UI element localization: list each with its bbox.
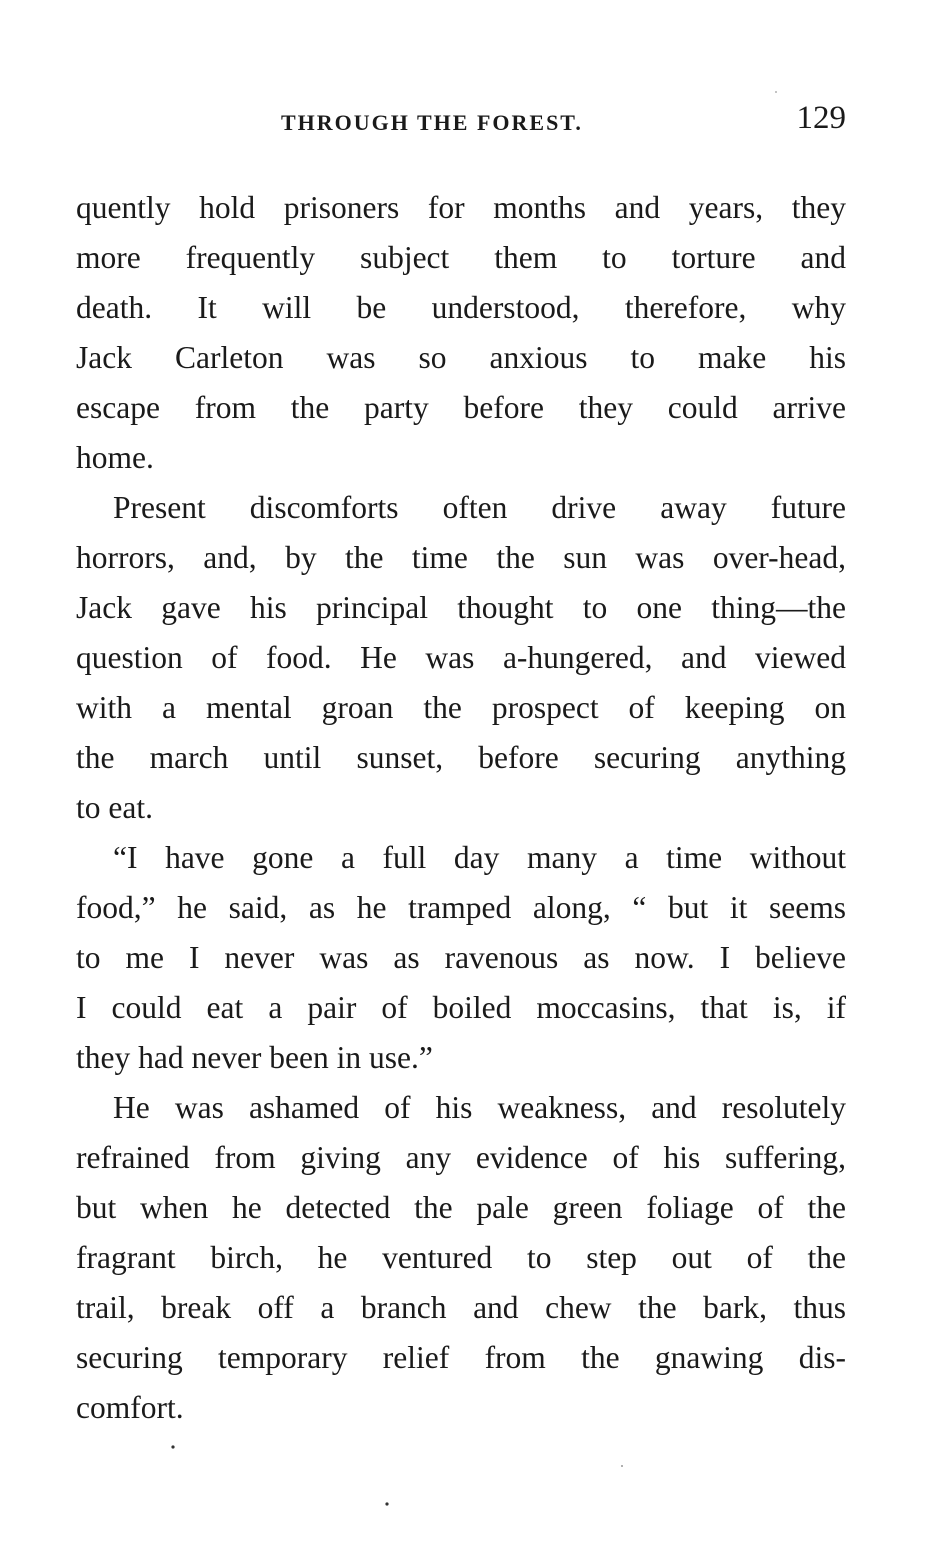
running-title: THROUGH THE FOREST. (281, 110, 583, 135)
text-line: Present discomforts often drive away future (113, 490, 846, 525)
text-line: quently hold prisoners for months and years, they (76, 190, 846, 225)
text-line: “I have gone a full day many a time without (113, 840, 846, 875)
page-header (76, 100, 846, 144)
text-line: more frequently subject them to torture and (76, 240, 846, 275)
body-text (76, 183, 846, 1433)
page-number: 129 (796, 100, 846, 136)
text-line: securing temporary relief from the gnawing dis- (76, 1340, 846, 1375)
text-line: to me I never was as ravenous as now. I believe (76, 940, 846, 975)
ink-speck (775, 91, 777, 93)
text-line: Jack gave his principal thought to one thing—the (76, 590, 846, 625)
text-line: fragrant birch, he ventured to step out of the (76, 1240, 846, 1275)
text-line: comfort. (76, 1390, 184, 1425)
text-line: Jack Carleton was so anxious to make his (76, 340, 846, 375)
text-line: refrained from giving any evidence of his suffering, (76, 1140, 846, 1175)
text-line: question of food. He was a-hungered, and viewed (76, 640, 846, 675)
text-line: horrors, and, by the time the sun was over-head, (76, 540, 846, 575)
text-line: home. (76, 440, 154, 475)
text-line: trail, break off a branch and chew the bark, thus (76, 1290, 846, 1325)
text-line: escape from the party before they could arrive (76, 390, 846, 425)
ink-speck (385, 1502, 388, 1505)
ink-speck (171, 1445, 174, 1448)
text-line: I could eat a pair of boiled moccasins, that is, if (76, 990, 846, 1025)
paragraph (76, 1083, 846, 1433)
text-line: food,” he said, as he tramped along, “ but it seems (76, 890, 846, 925)
text-line: but when he detected the pale green foliage of the (76, 1190, 846, 1225)
ink-speck (621, 1465, 623, 1467)
text-line: to eat. (76, 790, 153, 825)
paragraph (76, 483, 846, 833)
text-line: with a mental groan the prospect of keeping on (76, 690, 846, 725)
text-line: they had never been in use.” (76, 1040, 433, 1075)
text-line: He was ashamed of his weakness, and resolutely (113, 1090, 846, 1125)
text-line: death. It will be understood, therefore, why (76, 290, 846, 325)
paragraph (76, 183, 846, 483)
paragraph (76, 833, 846, 1083)
text-line: the march until sunset, before securing anything (76, 740, 846, 775)
